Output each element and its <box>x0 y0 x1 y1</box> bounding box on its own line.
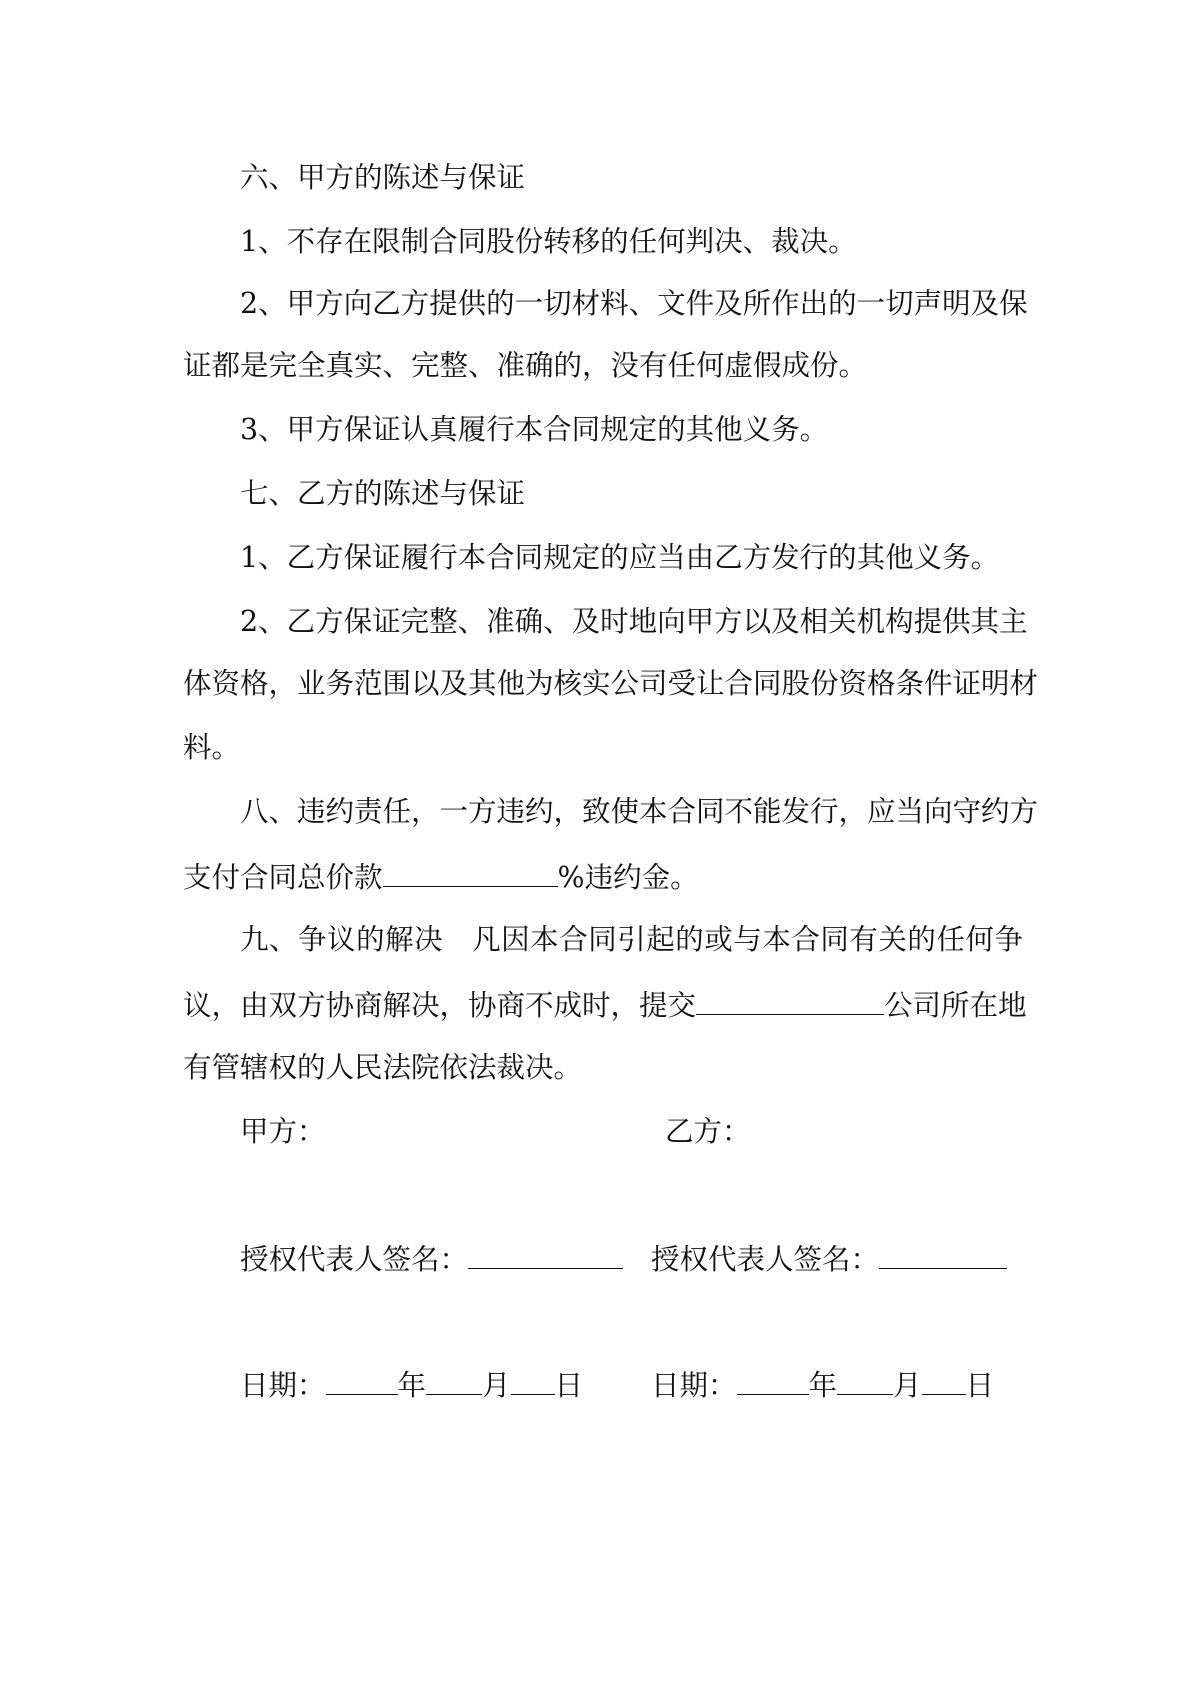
section7-item1: 1、乙方保证履行本合同规定的应当由乙方发行的其他义务。 <box>240 541 1000 574</box>
section8-line1: 八、违约责任，一方违约，致使本合同不能发行，应当向守约方 <box>240 795 1039 828</box>
section6-item2-line2: 证都是完全真实、完整、准确的，没有任何虚假成份。 <box>183 349 868 382</box>
party-b-signature-blank[interactable] <box>879 1238 1007 1269</box>
section7-item2-line3: 料。 <box>183 731 241 764</box>
section6-item1: 1、不存在限制合同股份转移的任何判决、裁决。 <box>240 225 857 258</box>
arbitration-company-blank[interactable] <box>696 984 884 1015</box>
section7-item2-line1: 2、乙方保证完整、准确、及时地向甲方以及相关机构提供其主 <box>240 605 1028 638</box>
party-b-rep-label: 授权代表人签名： <box>651 1243 880 1276</box>
party-a-label: 甲方： <box>240 1115 326 1148</box>
party-a-date-label: 日期： <box>240 1369 326 1402</box>
section6-item2-line1: 2、甲方向乙方提供的一切材料、文件及所作出的一切声明及保 <box>240 287 1028 320</box>
section9-line2-text: 议，由双方协商解决，协商不成时，提交 <box>183 989 697 1022</box>
section9-line3: 有管辖权的人民法院依法裁决。 <box>183 1051 583 1084</box>
party-b-date <box>651 1364 994 1406</box>
party-b-month-blank[interactable] <box>837 1364 893 1395</box>
section9-line2-suffix: 公司所在地 <box>884 989 1027 1022</box>
party-b-date-label: 日期： <box>651 1369 737 1402</box>
section8-line2-text: 支付合同总价款 <box>183 861 383 894</box>
party-b-year-blank[interactable] <box>737 1364 809 1395</box>
party-a-month-blank[interactable] <box>426 1364 482 1395</box>
party-b-year-label: 年 <box>808 1369 838 1402</box>
party-a-date <box>240 1364 583 1406</box>
section6-item3: 3、甲方保证认真履行本合同规定的其他义务。 <box>240 413 829 446</box>
party-b-day-label: 日 <box>965 1369 995 1402</box>
penalty-percent-blank[interactable] <box>383 856 558 887</box>
party-a-signature <box>240 1238 623 1280</box>
section7-heading: 七、乙方的陈述与保证 <box>240 477 526 510</box>
party-a-year-blank[interactable] <box>326 1364 398 1395</box>
section9-line2 <box>183 984 1027 1026</box>
section8-line2 <box>183 856 1023 898</box>
party-b-signature <box>651 1238 1007 1280</box>
section9-line1: 九、争议的解决 凡因本合同引起的或与本合同有关的任何争 <box>240 923 1023 956</box>
party-a-month-label: 月 <box>482 1369 511 1402</box>
party-a-signature-blank[interactable] <box>468 1238 623 1269</box>
party-b-label: 乙方： <box>665 1115 751 1148</box>
party-a-day-label: 日 <box>554 1369 584 1402</box>
party-a-year-label: 年 <box>397 1369 427 1402</box>
party-b-day-blank[interactable] <box>922 1364 966 1395</box>
section8-line2-suffix: %违约金。 <box>557 861 699 894</box>
party-b-month-label: 月 <box>893 1369 922 1402</box>
section7-item2-line2: 体资格，业务范围以及其他为核实公司受让合同股份资格条件证明材 <box>183 667 1039 700</box>
section6-heading: 六、甲方的陈述与保证 <box>240 161 526 194</box>
party-a-day-blank[interactable] <box>511 1364 555 1395</box>
party-a-rep-label: 授权代表人签名： <box>240 1243 469 1276</box>
